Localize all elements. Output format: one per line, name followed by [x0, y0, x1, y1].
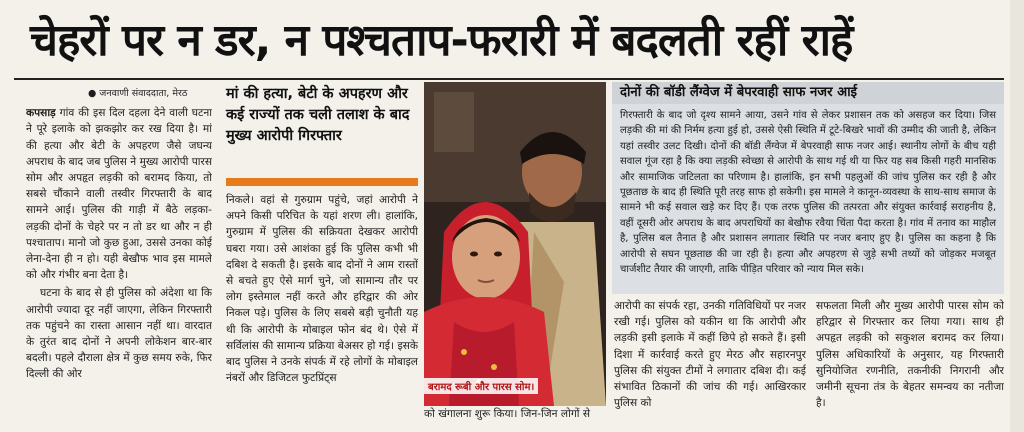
column-1: [26, 86, 212, 432]
column-4-text: आरोपी का संपर्क रहा, उनकी गतिविधियों पर नजर रखी गई। पुलिस को यकीन था कि आरोपी और लड़की इसी इलाके में कहीं छिपे हो सकते हैं। इसी दिशा में कार्रवाई करते हुए मेरठ और सहारनपुर पुलिस की संयुक्त टीमों ने लगातार दबिश दी। कई संभावित ठिकानों की जांच की गई। आखिरकार पुलिस को: [614, 300, 806, 410]
column-2-text: निकले। वहां से गुरुग्राम पहुंचे, जहां आरोपी ने अपने किसी परिचित के यहां शरण ली। हालांकि, गुरुग्राम में पुलिस की सक्रियता देखकर आरोपी घबरा गया। उसे आशंका हुई कि पुलिस कभी भी दबिश दे सकती है। इसके बाद दोनों ने आम रास्तों से बचते हुए ऐसे मार्ग चुने, जो सामान्य तौर पर लोग इस्तेमाल नहीं करते और हरिद्वार की ओर निकल पड़े। पुलिस के लिए सबसे बड़ी चुनौती यह थी कि आरोपी के मोबाइल फोन बंद थे। ऐसे में सर्विलांस की सामान्य प्रक्रिया बेअसर हो गई। इसके बाद पुलिस ने उनके संपर्क में रहे लोगों के मोबाइल नंबरों और डिजिटल फुटप्रिंट्स: [226, 194, 418, 385]
column-1-paragraph-2: घटना के बाद से ही पुलिस को अंदेशा था कि आरोपी ज्यादा दूर नहीं जाएगा, लेकिन गिरफ्तारी तक पहुंचने का रास्ता आसान नहीं था। वारदात के तुरंत बाद दोनों ने अपनी लोकेशन बार-बार बदली। पहले दौराला क्षेत्र में कुछ समय रुके, फिर दिल्ली की ओर: [26, 287, 212, 381]
page-edge: [1010, 0, 1024, 432]
byline: ● जनवाणी संवाददाता, मेरठ: [88, 88, 188, 99]
column-1-text-1: गांव की इस दिल दहला देने वाली घटना ने पूरे इलाके को झकझोर कर रख दिया है। मां की हत्या और बेटी के अपहरण जैसे जघन्य अपराध के बाद जब पुलिस ने मुख्य आरोपी पारस सोम और अपहृत लड़की को बरामद किया, तो सबसे चौंकाने वाली तस्वीर गिरफ्तारी के बाद सामने आई। पुलिस की गाड़ी में बैठे लड़का-लड़की दोनों के चेहरे पर न तो डर था और न ही पश्चाताप। मानो जो कुछ हुआ, उससे उनका कोई लेना-देना ही न हो। यही बेखौफ भाव इस मामले को और गंभीर बना देता है।: [26, 107, 212, 282]
column-4: [614, 298, 806, 432]
headline-rule: [14, 78, 1004, 80]
box-text: गिरफ्तारी के बाद जो दृश्य सामने आया, उसने गांव से लेकर प्रशासन तक को असहज कर दिया। जिस लड़की की मां की निर्मम हत्या हुई हो, उससे ऐसी स्थिति में टूटे-बिखरे भावों की उम्मीद की जाती है, लेकिन यहां तस्वीर उलट दिखी। दोनों की बॉडी लैंग्वेज में बेपरवाही साफ नजर आई। स्थानीय लोगों के बीच यही सवाल गूंज रहा है कि क्या लड़की स्वेच्छा से आरोपी के साथ गई थी या फिर यह सब किसी गहरी मानसिक और सामाजिक जटिलता का परिणाम है। हालांकि, इन सभी पहलुओं की जांच पुलिस कर रही है और पूछताछ के बाद ही स्थिति पूरी तरह साफ हो सकेगी। इस मामले ने कानून-व्यवस्था के साथ-साथ समाज के सामने भी कई सवाल खड़े कर दिए हैं। एक तरफ पुलिस की तत्परता और संयुक्त कार्रवाई सराहनीय है, वहीं दूसरी ओर अपराध के बाद अपराधियों का बेखौफ रवैया चिंता पैदा करता है। गांव में तनाव का माहौल है, पुलिस बल तैनात है और प्रशासन लगातार स्थिति पर नजर बनाए हुए है। पुलिस का कहना है कि आरोपी से सघन पूछताछ की जा रही है। हत्या और अपहरण से जुड़े सभी तथ्यों को जोड़कर मजबूत चार्जशीट तैयार की जाएगी, ताकि पीड़ित परिवार को न्याय मिल सके।: [620, 110, 996, 276]
column-3: [424, 406, 606, 432]
photo-illustration: [424, 82, 606, 406]
column-3-text: को खंगालना शुरू किया। जिन-जिन लोगों से: [424, 408, 591, 420]
column-5: [816, 298, 1004, 432]
photo-caption: बरामद रूबी और पारस सोम।: [424, 378, 538, 394]
box-heading: दोनों की बॉडी लैंग्वेज में बेपरवाही साफ नजर आई: [612, 82, 1004, 104]
subheadline: मां की हत्या, बेटी के अपहरण और कई राज्यों तक चली तलाश के बाद मुख्य आरोपी गिरफ्तार: [226, 86, 410, 144]
lead-word: कपसाड़: [26, 107, 56, 120]
column-1-paragraph-1: [26, 105, 212, 283]
highlight-box: [612, 104, 1004, 294]
column-5-text: सफलता मिली और मुख्य आरोपी पारस सोम को हरिद्वार से गिरफ्तार कर लिया गया। साथ ही अपहृत लड़की को सकुशल बरामद कर लिया। पुलिस अधिकारियों के अनुसार, यह गिरफ्तारी सुनियोजित रणनीति, तकनीकी निगरानी और जमीनी सूचना तंत्र के बेहतर समन्वय का नतीजा है।: [816, 300, 1004, 410]
news-photo: [424, 82, 606, 406]
headline: चेहरों पर न डर, न पश्चताप-फरारी में बदलती रहीं राहें: [30, 15, 853, 66]
accent-bar: [226, 178, 418, 186]
column-2: [226, 192, 418, 432]
